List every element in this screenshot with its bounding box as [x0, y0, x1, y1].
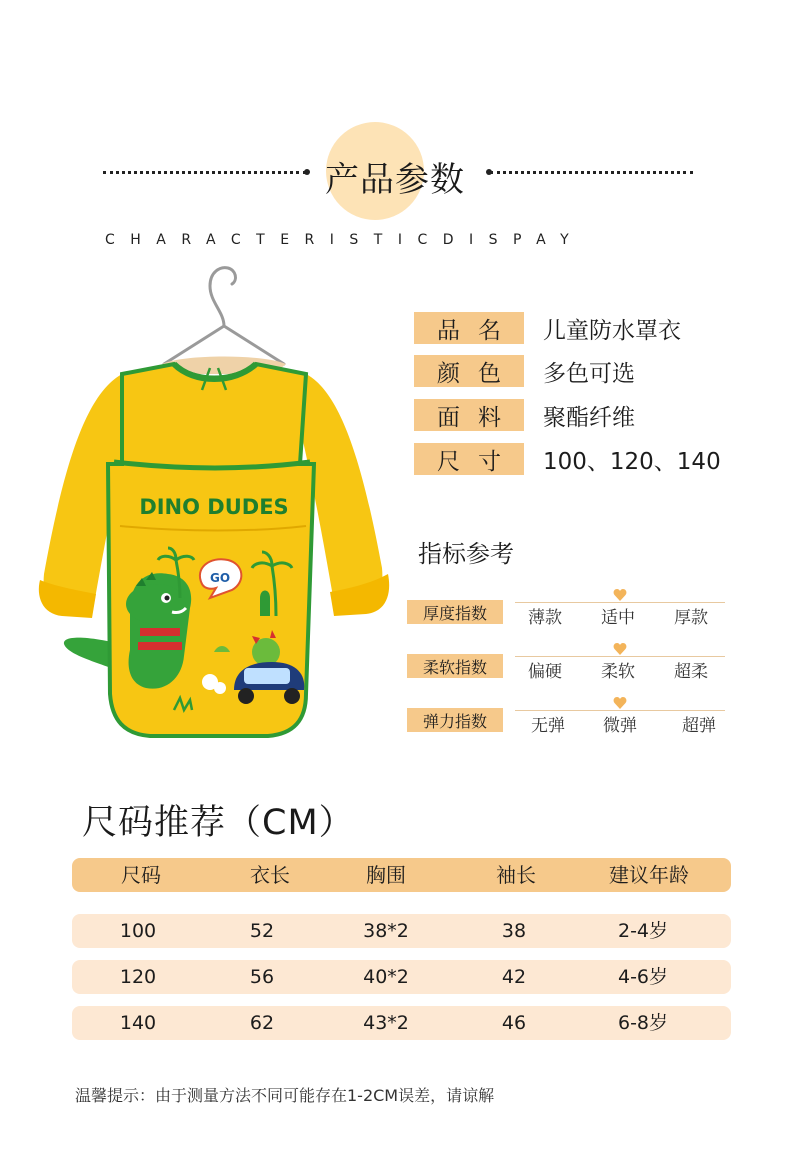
index-label: 柔软指数	[407, 654, 503, 678]
spec-row-material	[414, 399, 635, 431]
spec-row-name	[414, 312, 681, 344]
hanger-icon	[164, 268, 284, 364]
index-option: 薄款	[528, 608, 562, 628]
table-cell: 140	[119, 1012, 157, 1034]
spec-value: 聚酯纤维	[543, 404, 635, 431]
header-cell: 衣长	[250, 863, 290, 887]
table-cell: 46	[501, 1012, 527, 1034]
table-cell: 56	[249, 966, 275, 988]
table-cell: 2-4岁	[617, 920, 669, 942]
spec-label: 颜色	[414, 355, 524, 387]
index-option: 适中	[601, 608, 635, 628]
header-cell: 袖长	[496, 863, 536, 887]
index-option: 微弹	[603, 716, 637, 736]
product-image-apron	[34, 264, 394, 752]
heart-icon	[613, 588, 627, 602]
size-table-header	[72, 858, 731, 892]
spec-label: 尺寸	[414, 443, 524, 475]
table-cell: 4-6岁	[617, 966, 669, 988]
footer-note: 温馨提示：由于测量方法不同可能存在1-2CM误差，请谅解	[75, 1086, 495, 1105]
index-label: 厚度指数	[407, 600, 503, 624]
spec-label: 面料	[414, 399, 524, 431]
table-cell: 62	[249, 1012, 275, 1034]
table-cell: 40*2	[363, 966, 409, 988]
index-row-elasticity	[407, 698, 727, 738]
spec-row-color	[414, 355, 635, 387]
print-text-dino-dudes: DINO DUDES	[139, 495, 289, 519]
spec-value: 多色可选	[543, 360, 635, 387]
table-cell: 43*2	[363, 1012, 409, 1034]
index-row-thickness	[407, 590, 727, 630]
header-cell: 尺码	[121, 863, 161, 887]
index-row-softness	[407, 644, 727, 684]
table-cell: 52	[249, 920, 275, 942]
table-cell: 38*2	[363, 920, 409, 942]
table-row	[72, 960, 731, 994]
heart-icon	[613, 696, 627, 710]
table-cell: 100	[119, 920, 157, 942]
table-cell: 120	[119, 966, 157, 988]
table-cell: 42	[501, 966, 527, 988]
index-option: 偏硬	[528, 662, 562, 682]
heart-icon	[613, 642, 627, 656]
section-title: 产品参数	[325, 160, 465, 200]
spec-value: 儿童防水罩衣	[543, 317, 681, 344]
index-option: 超弹	[682, 716, 716, 736]
index-option: 柔软	[601, 662, 635, 682]
size-table-title: 尺码推荐（CM）	[82, 803, 355, 843]
header-cell: 胸围	[366, 863, 406, 887]
spec-label: 品名	[414, 312, 524, 344]
table-row	[72, 1006, 731, 1040]
spec-value: 100、120、140	[543, 448, 721, 475]
table-row	[72, 914, 731, 948]
header-cell: 建议年龄	[609, 863, 689, 887]
reference-title: 指标参考	[418, 540, 514, 568]
index-option: 超柔	[674, 662, 708, 682]
index-label: 弹力指数	[407, 708, 503, 732]
index-option: 无弹	[531, 716, 565, 736]
table-cell: 6-8岁	[617, 1012, 669, 1034]
table-cell: 38	[501, 920, 527, 942]
speech-bubble-text: GO	[209, 571, 231, 585]
section-subtitle: CHARACTERISTICDISPAY	[105, 232, 585, 248]
index-option: 厚款	[674, 608, 708, 628]
spec-row-size	[414, 443, 721, 475]
